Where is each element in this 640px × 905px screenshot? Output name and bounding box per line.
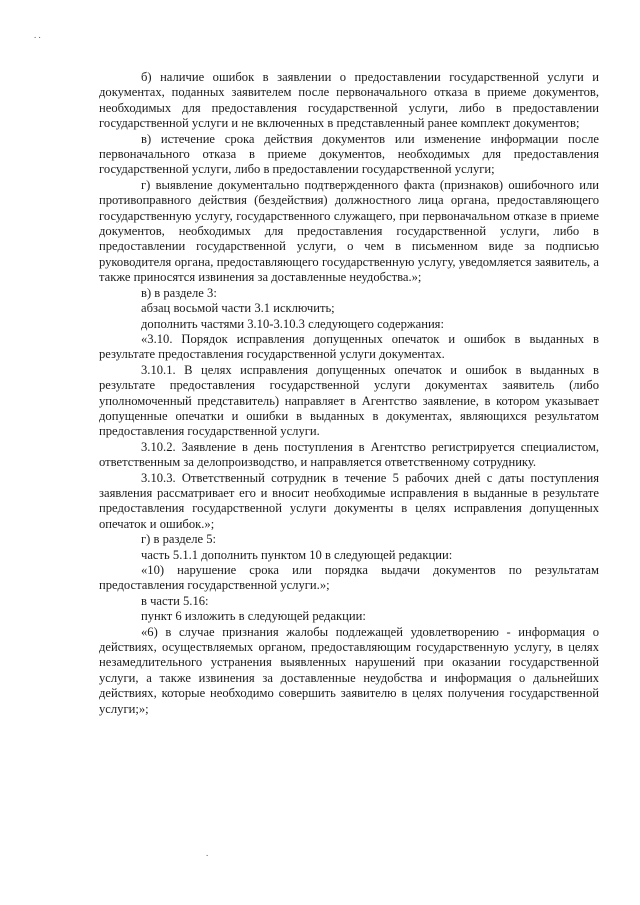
paragraph-3-10-3: 3.10.3. Ответственный сотрудник в течение 5 рабочих дней с даты поступления заявления рассматривает его и вносит необходимые исправления в выданные в результате предоставления государственной услуги документы в целях исправления допущенных опечаток и ошибок.»; [99,470,599,531]
paragraph-exclude-3-1: абзац восьмой части 3.1 исключить; [141,301,335,316]
paragraph-3-10: «3.10. Порядок исправления допущенных опечаток и ошибок в выданных в результате предоставления государственной услуги документах. [99,331,599,362]
paragraph-section-3: в) в разделе 3: [141,285,217,300]
document-body [99,70,599,717]
paragraph-section-5: г) в разделе 5: [141,532,217,547]
paragraph-add-3-10: дополнить частями 3.10-3.10.3 следующего содержания: [141,316,444,331]
paragraph-item-10: «10) нарушение срока или порядка выдачи документов по результатам предоставления государственной услуги.»; [99,563,599,593]
paragraph-v: в) истечение срока действия документов или изменение информации после первоначального отказа в приеме документов, необходимых для предоставления государственной услуги, либо в предоставлении государственной услуги; [99,131,599,177]
paragraph-3-10-2: 3.10.2. Заявление в день поступления в Агентство регистрируется специалистом, ответственным за делопроизводство, и направляется ответственному сотруднику. [99,439,599,470]
paragraph-5-1-1: часть 5.1.1 дополнить пунктом 10 в следующей редакции: [141,547,453,562]
paragraph-item-6-intro: пункт 6 изложить в следующей редакции: [141,609,366,624]
paragraph-item-6: «6) в случае признания жалобы подлежащей удовлетворению - информация о действиях, осуществляемых органом, предоставляющим государственную услугу, в целях незамедлительного устранения выявленных нарушений при оказании государственной услуги, а также извинения за доставленные неудобства и информация о дальнейших действиях, которые необходимо совершить заявителю в целях получения государственной услуги;»; [99,624,599,716]
margin-mark-bottom: . [206,848,209,858]
paragraph-g: г) выявление документально подтвержденного факта (признаков) ошибочного или противоправного действия (бездействия) должностного лица органа, предоставляющего государственную услугу, государственного служащего, при первоначальном отказе в приеме документов, необходимых для предоставления государственной услуги, либо в предоставлении государственной услуги, о чем в письменном виде за подписью руководителя органа, предоставляющего государственную услугу, уведомляется заявитель, а также приносятся извинения за доставленные неудобства.»; [99,177,599,285]
paragraph-5-16: в части 5.16: [141,593,209,608]
margin-mark-top: . . [34,30,41,40]
paragraph-3-10-1: 3.10.1. В целях исправления допущенных опечаток и ошибок в выданных в результате предоставления государственной услуги документах заявитель (либо уполномоченный представитель) направляет в Агентство заявление, в котором указывает допущенные опечатки и ошибки в выданных в документах, являющихся результатом предоставления государственной услуги. [99,362,599,439]
paragraph-b: б) наличие ошибок в заявлении о предоставлении государственной услуги и документах, поданных заявителем после первоначального отказа в приеме документов, необходимых для предоставления государственной услуги, либо в предоставлении государственной услуги и не включенных в представленный ранее комплект документов; [99,70,599,131]
